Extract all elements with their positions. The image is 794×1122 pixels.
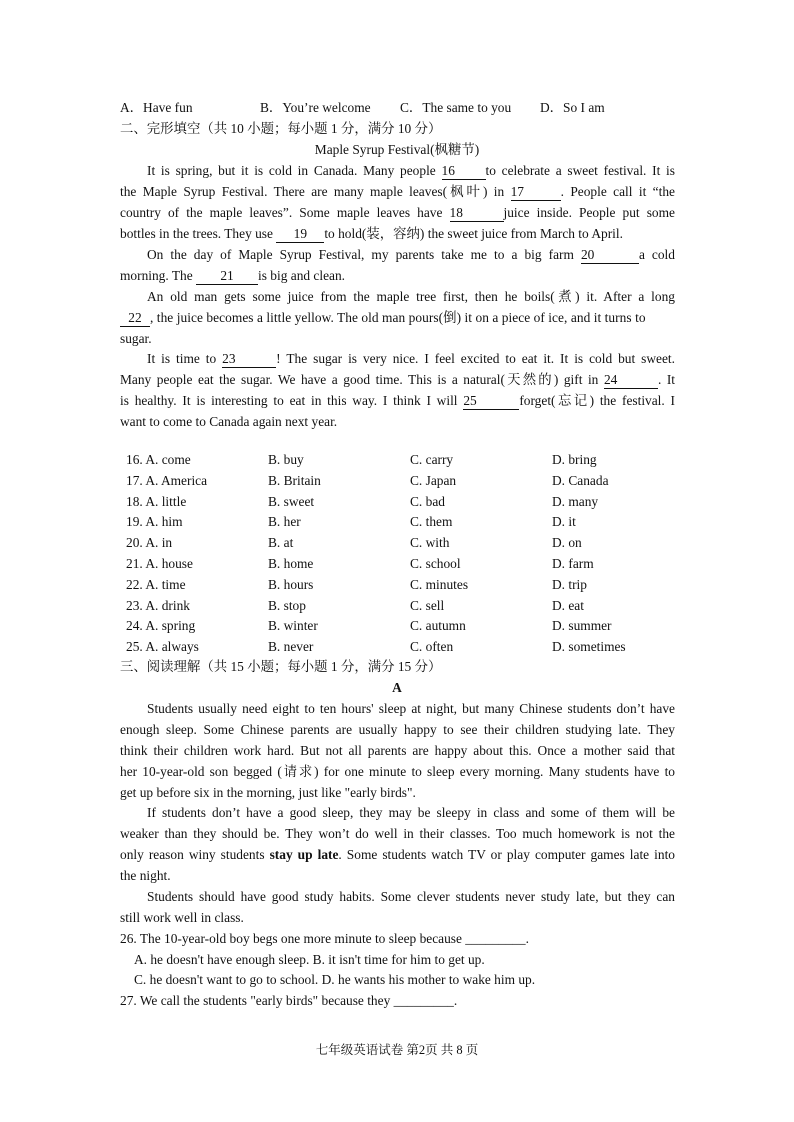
cloze-line: bottles in the trees. They use 19 to hold(装，容纳) the sweet juice from March to April.	[120, 226, 623, 241]
option-b: B．You’re welcome	[260, 100, 371, 115]
blank-22: 22	[120, 309, 150, 327]
cloze-line: It is spring, but it is cold in Canada. Many people 16 to celebrate a sweet festival. It is	[147, 163, 675, 178]
options-row: 17. A. America B. Britain C. Japan D. Canada	[126, 472, 609, 488]
reading-line: get up before six in the morning, just like "early birds".	[120, 785, 416, 800]
reading-line: think their children work hard. But not all parents are happy about this. Once a mother said that	[120, 743, 675, 758]
blank-20: 20	[581, 246, 639, 264]
question-26: 26. The 10-year-old boy begs one more minute to sleep because _________.	[120, 931, 529, 946]
cloze-line: country of the maple leaves”. Some maple leaves have 18 juice inside. People put some	[120, 205, 675, 220]
options-row: 24. A. spring B. winter C. autumn D. summer	[126, 618, 612, 634]
cloze-line: sugar.	[120, 331, 152, 346]
passage-label: A	[392, 680, 402, 695]
q15-options	[120, 98, 640, 119]
options-row: 23. A. drink B. stop C. sell D. eat	[126, 597, 584, 613]
cloze-line: An old man gets some juice from the maple tree first, then he boils(煮) it. After a long	[147, 289, 675, 304]
cloze-line: It is time to 23 ! The sugar is very nice. I feel excited to eat it. It is cold but sweet.	[147, 351, 675, 366]
cloze-line: want to come to Canada again next year.	[120, 414, 338, 429]
options-row: 18. A. little B. sweet C. bad D. many	[126, 493, 599, 509]
cloze-line: is healthy. It is interesting to eat in this way. I think I will 25 forget(忘记) the festival. I	[120, 393, 675, 408]
blank-18: 18	[450, 204, 504, 222]
reading-line: still work well in class.	[120, 910, 244, 925]
section2-heading: 二、完形填空（共 10 小题；每小题 1 分，满分 10 分）	[120, 121, 442, 136]
reading-line: enough sleep. Some Chinese parents are usually happy to see their children studying late. They	[120, 722, 675, 737]
options-row: 20. A. in B. at C. with D. on	[126, 535, 582, 551]
blank-24: 24	[604, 371, 658, 389]
reading-line: Students usually need eight to ten hours' sleep at night, but many Chinese students don’t have	[147, 701, 675, 716]
cloze-line: 22 , the juice becomes a little yellow. The old man pours(倒) it on a piece of ice, and it turns to	[120, 308, 675, 329]
reading-line: weaker than they should be. They won’t do well in their classes. Too much homework is not the	[120, 826, 675, 841]
blank-17: 17	[511, 183, 561, 201]
cloze-line: On the day of Maple Syrup Festival, my parents take me to a big farm 20 a cold	[147, 247, 675, 262]
cloze-line: morning. The 21 is big and clean.	[120, 268, 346, 283]
reading-line: her 10-year-old son begged (请求) for one minute to sleep every morning. Many students have to	[120, 764, 675, 779]
cloze-line: Many people eat the sugar. We have a good time. This is a natural(天然的) gift in 24 . It	[120, 372, 675, 387]
option-d: D．So I am	[540, 100, 605, 115]
blank-25: 25	[463, 392, 519, 410]
blank-23: 23	[222, 350, 276, 368]
blank-19: 19	[276, 225, 324, 243]
option-a: A．Have fun	[120, 100, 193, 115]
bold-phrase: stay up late	[269, 847, 339, 862]
page-footer: 七年级英语试卷 第2页 共 8 页	[315, 1043, 479, 1057]
options-row: 19. A. him B. her C. them D. it	[126, 514, 576, 530]
passage-title: Maple Syrup Festival(枫糖节)	[314, 142, 480, 157]
options-row: 25. A. always B. never C. often D. sometimes	[126, 639, 626, 655]
reading-line: the night.	[120, 868, 171, 883]
reading-line: Students should have good study habits. Some clever students never study late, but they can	[147, 889, 675, 904]
options-row: 22. A. time B. hours C. minutes D. trip	[126, 576, 587, 592]
reading-line: only reason winy students stay up late. Some students watch TV or play computer games late into	[120, 847, 675, 862]
options-row: 21. A. house B. home C. school D. farm	[126, 556, 594, 571]
blank-16: 16	[442, 162, 486, 180]
option-c: C．The same to you	[400, 100, 512, 115]
options-row: 16. A. come B. buy C. carry D. bring	[126, 452, 597, 467]
question-26-options-ab: A. he doesn't have enough sleep. B. it isn't time for him to get up.	[134, 952, 485, 967]
blank-21: 21	[196, 267, 258, 285]
section3-heading: 三、阅读理解（共 15 小题；每小题 1 分，满分 15 分）	[120, 659, 442, 674]
cloze-line: the Maple Syrup Festival. There are many maple leaves(枫叶) in 17 . People call it “the	[120, 184, 675, 199]
question-26-options-cd: C. he doesn't want to go to school. D. he wants his mother to wake him up.	[134, 972, 536, 987]
reading-line: If students don’t have a good sleep, they may be sleepy in class and some of them will be	[147, 805, 675, 820]
question-27: 27. We call the students "early birds" because they _________.	[120, 993, 458, 1008]
